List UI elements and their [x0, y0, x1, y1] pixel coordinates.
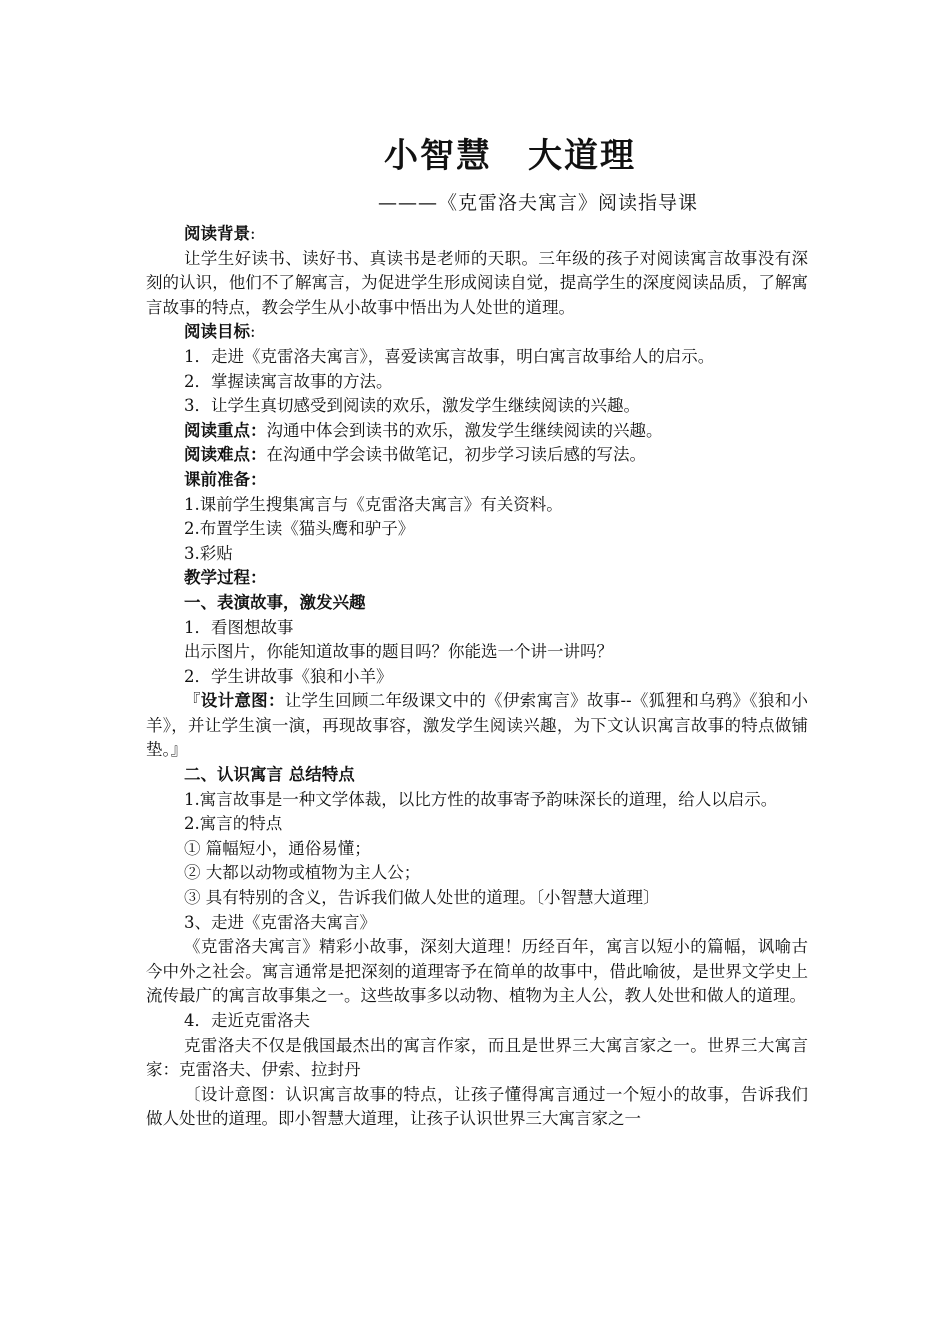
- focus-text: 沟通中体会到读书的欢乐，激发学生继续阅读的兴趣。: [266, 420, 663, 440]
- section-1-item-2: 2．学生讲故事《狼和小羊》: [184, 666, 393, 686]
- process-heading: 教学过程：: [184, 568, 267, 588]
- focus-line: [146, 419, 808, 444]
- goal-item-3: 3．让学生真切感受到阅读的欢乐，激发学生继续阅读的兴趣。: [184, 396, 640, 416]
- section-2-item-2: 2.寓言的特点: [184, 814, 283, 834]
- page-subtitle: ———《克雷洛夫寓言》阅读指导课: [378, 192, 699, 214]
- prep-item-1: 1.课前学生搜集寓言与《克雷洛夫寓言》有关资料。: [184, 494, 563, 514]
- section-1-heading: 一、表演故事，激发兴趣: [184, 592, 366, 612]
- section-1-item-1-text: 出示图片，你能知道故事的题目吗？你能选一个讲一讲吗？: [184, 642, 613, 662]
- section-2-item-4-text: 克雷洛夫不仅是俄国最杰出的寓言作家，而且是世界三大寓言家之一。世界三大寓言家：克雷洛夫、伊索、拉封丹: [146, 1035, 808, 1080]
- section-2-item-1: 1.寓言故事是一种文学体裁，以比方性的故事寄予韵味深长的道理，给人以启示。: [184, 789, 778, 809]
- background-paragraph: 让学生好读书、读好书、真读书是老师的天职。三年级的孩子对阅读寓言故事没有深刻的认识，他们不了解寓言，为促进学生形成阅读自觉，提高学生的深度阅读品质，了解寓言故事的特点，教会学生从小故事中悟出为人处世的道理。: [146, 248, 808, 317]
- document-body: [146, 222, 808, 1132]
- section-2-heading: 二、认识寓言 总结特点: [184, 765, 355, 785]
- design-intent-1-open: 『: [184, 691, 201, 711]
- prep-item-2: 2.布置学生读《猫头鹰和驴子》: [184, 519, 415, 539]
- prep-item-3: 3.彩贴: [184, 543, 233, 563]
- feature-item-3: ③ 具有特别的含义，告诉我们做人处世的道理。〔小智慧大道理〕: [184, 888, 660, 908]
- goals-label: 阅读目标: [184, 322, 250, 342]
- section-2-item-3-text: 《克雷洛夫寓言》精彩小故事，深刻大道理！历经百年，寓言以短小的篇幅，讽喻古今中外之社会。寓言通常是把深刻的道理寄予在简单的故事中，借此喻彼，是世界文学史上流传最广的寓言故事集之一。这些故事多以动物、植物为主人公，教人处世和做人的道理。: [146, 937, 808, 1006]
- design-intent-1-text: 让学生回顾二年级课文中的《伊索寓言》故事--《狐狸和乌鸦》《狼和小羊》，并让学生演一演，再现故事容，激发学生阅读兴趣，为下文认识寓言故事的特点做铺垫。』: [146, 691, 809, 760]
- difficulty-line: [146, 443, 808, 468]
- design-intent-1-label: 设计意图：: [200, 691, 285, 711]
- background-label: 阅读背景: [184, 224, 250, 243]
- design-intent-2: 〔设计意图：认识寓言故事的特点，让孩子懂得寓言通过一个短小的故事，告诉我们做人处世的道理。即小智慧大道理，让孩子认识世界三大寓言家之一: [146, 1084, 808, 1129]
- background-colon: :: [250, 224, 256, 243]
- goals-heading: [146, 320, 808, 345]
- page-title: 小智慧 大道理: [384, 136, 636, 176]
- section-1-item-1: 1．看图想故事: [184, 617, 294, 637]
- difficulty-text: 在沟通中学会读书做笔记，初步学习读后感的写法。: [266, 445, 646, 465]
- background-heading: [146, 222, 808, 247]
- section-2-item-3: 3、走进《克雷洛夫寓言》: [184, 912, 376, 932]
- design-intent-1: [146, 689, 808, 763]
- difficulty-label: 阅读难点：: [184, 445, 267, 465]
- goals-colon: :: [250, 322, 256, 342]
- feature-item-1: ① 篇幅短小，通俗易懂；: [184, 838, 371, 858]
- goal-item-2: 2．掌握读寓言故事的方法。: [184, 371, 393, 391]
- feature-item-2: ② 大都以动物或植物为主人公；: [184, 863, 421, 883]
- prep-heading: 课前准备：: [184, 469, 267, 489]
- section-2-item-4: 4．走近克雷洛夫: [184, 1011, 310, 1030]
- goal-item-1: 1．走进《克雷洛夫寓言》，喜爱读寓言故事，明白寓言故事给人的启示。: [184, 346, 715, 366]
- focus-label: 阅读重点：: [184, 420, 267, 440]
